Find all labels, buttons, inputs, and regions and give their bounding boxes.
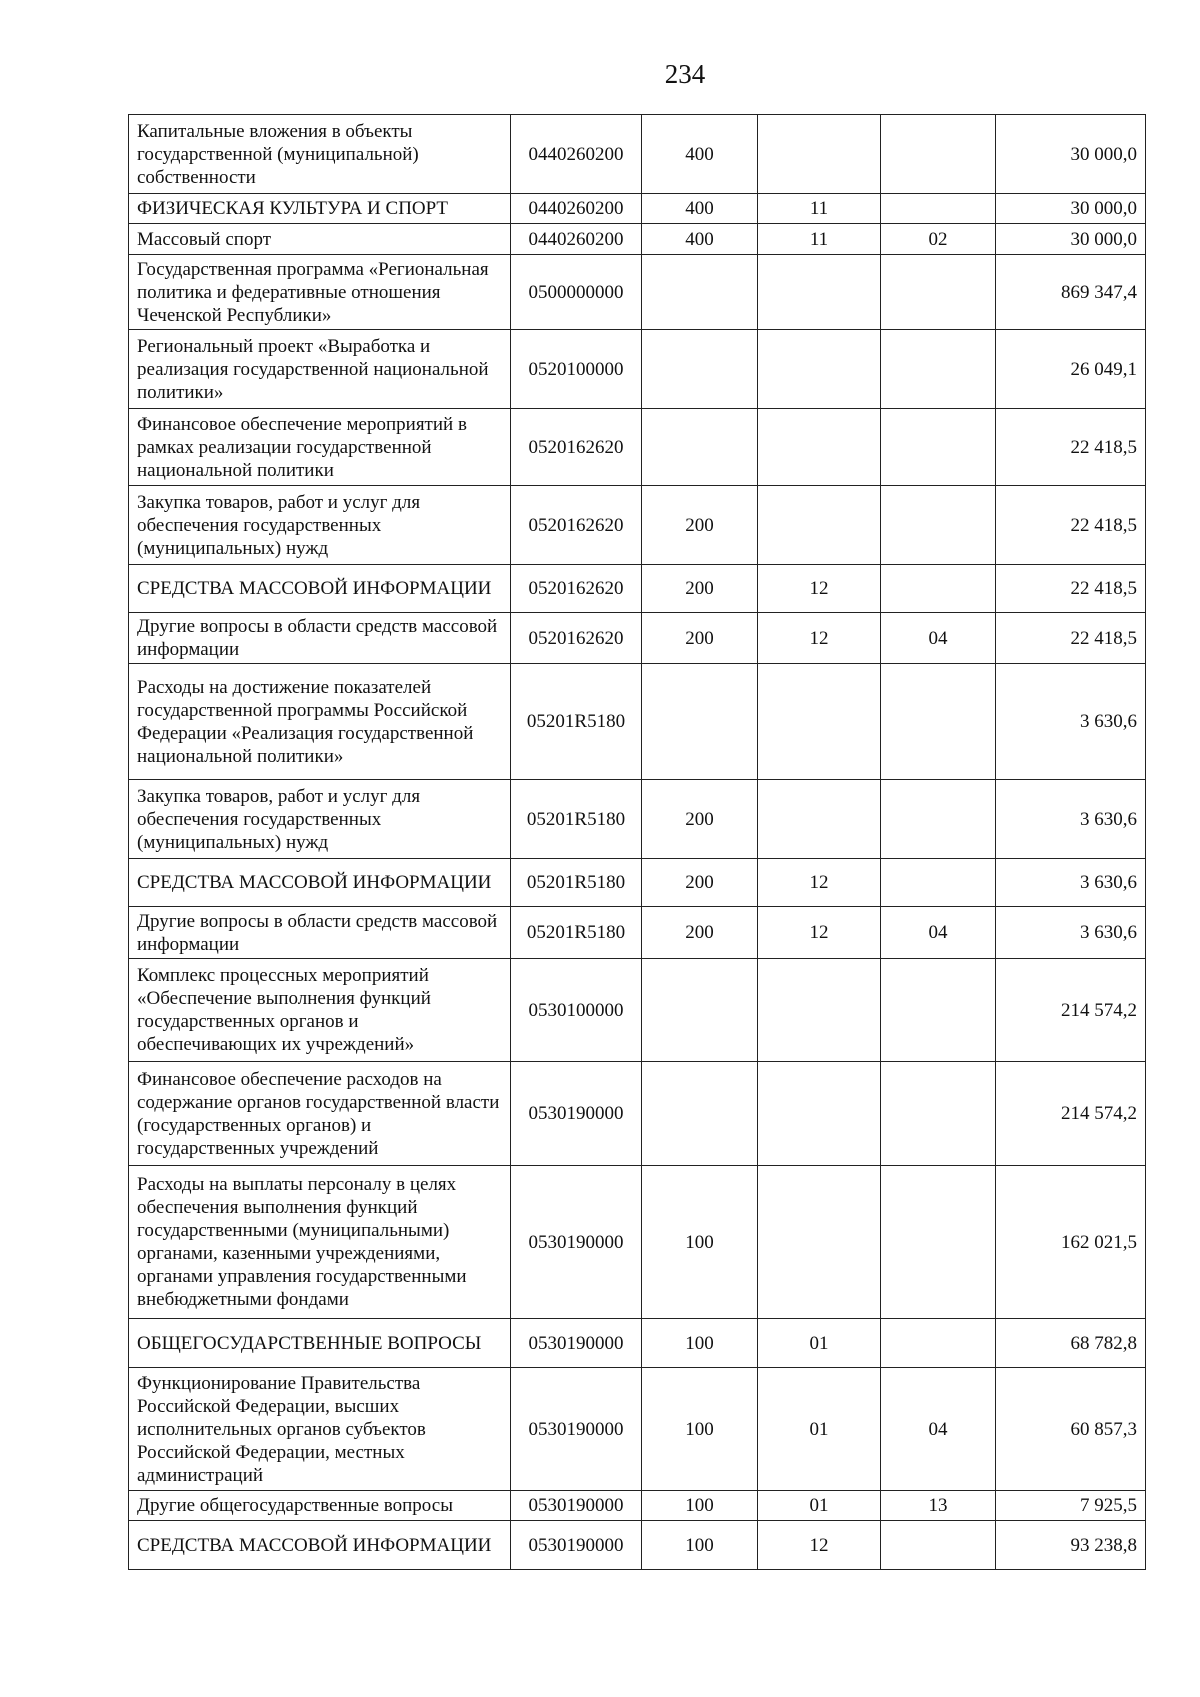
row-amount-cell: 7 925,5 [996,1491,1146,1521]
row-code-cell: 0530190000 [511,1319,642,1368]
row-expense-type-cell [642,1062,758,1166]
row-expense-type-cell: 200 [642,859,758,907]
row-name-cell: Финансовое обеспечение расходов на содержание органов государственной власти (государственных органов) и государственных учреждений [129,1062,511,1166]
row-expense-type-cell: 200 [642,613,758,664]
table-row [129,255,1146,330]
row-subsection-cell [881,780,996,859]
row-subsection-cell: 04 [881,1368,996,1491]
row-section-cell: 01 [758,1491,881,1521]
table-row [129,780,1146,859]
row-name-cell: СРЕДСТВА МАССОВОЙ ИНФОРМАЦИИ [129,565,511,613]
row-amount-cell: 162 021,5 [996,1166,1146,1319]
row-amount-cell: 68 782,8 [996,1319,1146,1368]
row-expense-type-cell: 200 [642,486,758,565]
row-code-cell: 05201R5180 [511,780,642,859]
row-section-cell [758,255,881,330]
row-amount-cell: 26 049,1 [996,330,1146,409]
row-subsection-cell [881,409,996,486]
table-row [129,859,1146,907]
row-subsection-cell [881,565,996,613]
row-section-cell [758,664,881,780]
row-expense-type-cell: 200 [642,565,758,613]
table-row [129,959,1146,1062]
row-section-cell: 12 [758,907,881,959]
row-code-cell: 0520100000 [511,330,642,409]
row-subsection-cell [881,664,996,780]
row-amount-cell: 214 574,2 [996,959,1146,1062]
row-name-cell: Закупка товаров, работ и услуг для обеспечения государственных (муниципальных) нужд [129,780,511,859]
row-amount-cell: 3 630,6 [996,859,1146,907]
row-name-cell: Расходы на достижение показателей государственной программы Российской Федерации «Реализация государственной национальной политики» [129,664,511,780]
row-expense-type-cell [642,959,758,1062]
row-code-cell: 0440260200 [511,194,642,224]
row-name-cell: Функционирование Правительства Российской Федерации, высших исполнительных органов субъектов Российской Федерации, местных администраций [129,1368,511,1491]
budget-table [128,114,1146,1570]
row-name-cell: ОБЩЕГОСУДАРСТВЕННЫЕ ВОПРОСЫ [129,1319,511,1368]
row-code-cell: 05201R5180 [511,907,642,959]
row-subsection-cell [881,1319,996,1368]
row-expense-type-cell: 100 [642,1319,758,1368]
row-amount-cell: 22 418,5 [996,565,1146,613]
row-subsection-cell: 04 [881,907,996,959]
row-expense-type-cell: 200 [642,780,758,859]
table-row [129,1062,1146,1166]
row-name-cell: СРЕДСТВА МАССОВОЙ ИНФОРМАЦИИ [129,1521,511,1570]
table-row [129,409,1146,486]
table-row [129,1319,1146,1368]
row-subsection-cell: 04 [881,613,996,664]
row-name-cell: Другие вопросы в области средств массовой информации [129,907,511,959]
row-code-cell: 0440260200 [511,224,642,255]
row-code-cell: 0530190000 [511,1062,642,1166]
row-name-cell: Расходы на выплаты персоналу в целях обеспечения выполнения функций государственными (муниципальными) органами, казенными учреждениями, органами управления государственными внебюджетными фондами [129,1166,511,1319]
row-amount-cell: 22 418,5 [996,613,1146,664]
row-amount-cell: 93 238,8 [996,1521,1146,1570]
row-amount-cell: 3 630,6 [996,664,1146,780]
row-section-cell [758,959,881,1062]
row-section-cell: 12 [758,1521,881,1570]
row-name-cell: Региональный проект «Выработка и реализация государственной национальной политики» [129,330,511,409]
row-code-cell: 05201R5180 [511,664,642,780]
row-name-cell: Закупка товаров, работ и услуг для обеспечения государственных (муниципальных) нужд [129,486,511,565]
row-name-cell: Комплекс процессных мероприятий «Обеспечение выполнения функций государственных органов и обеспечивающих их учреждений» [129,959,511,1062]
row-code-cell: 0530190000 [511,1368,642,1491]
row-expense-type-cell [642,409,758,486]
row-section-cell: 12 [758,859,881,907]
row-amount-cell: 30 000,0 [996,115,1146,194]
table-row [129,664,1146,780]
row-section-cell: 01 [758,1368,881,1491]
table-row [129,613,1146,664]
table-row [129,1166,1146,1319]
row-name-cell: Финансовое обеспечение мероприятий в рамках реализации государственной национальной политики [129,409,511,486]
row-expense-type-cell: 100 [642,1166,758,1319]
row-expense-type-cell [642,255,758,330]
row-code-cell: 0520162620 [511,486,642,565]
row-subsection-cell [881,486,996,565]
row-expense-type-cell: 100 [642,1368,758,1491]
table-row [129,194,1146,224]
row-code-cell: 05201R5180 [511,859,642,907]
row-code-cell: 0520162620 [511,565,642,613]
row-section-cell [758,1062,881,1166]
row-subsection-cell [881,1062,996,1166]
row-section-cell: 11 [758,224,881,255]
row-name-cell: Капитальные вложения в объекты государственной (муниципальной) собственности [129,115,511,194]
row-subsection-cell [881,959,996,1062]
table-row [129,330,1146,409]
row-subsection-cell [881,1521,996,1570]
row-amount-cell: 869 347,4 [996,255,1146,330]
row-code-cell: 0530190000 [511,1166,642,1319]
row-section-cell [758,115,881,194]
row-name-cell: Массовый спорт [129,224,511,255]
row-section-cell [758,486,881,565]
table-row [129,1491,1146,1521]
row-name-cell: Другие общегосударственные вопросы [129,1491,511,1521]
row-subsection-cell: 13 [881,1491,996,1521]
row-amount-cell: 3 630,6 [996,907,1146,959]
row-amount-cell: 30 000,0 [996,224,1146,255]
row-expense-type-cell: 200 [642,907,758,959]
row-code-cell: 0530100000 [511,959,642,1062]
row-name-cell: СРЕДСТВА МАССОВОЙ ИНФОРМАЦИИ [129,859,511,907]
row-expense-type-cell [642,664,758,780]
row-name-cell: Другие вопросы в области средств массовой информации [129,613,511,664]
table-row [129,565,1146,613]
row-section-cell: 11 [758,194,881,224]
row-amount-cell: 30 000,0 [996,194,1146,224]
row-name-cell: ФИЗИЧЕСКАЯ КУЛЬТУРА И СПОРТ [129,194,511,224]
row-subsection-cell [881,330,996,409]
row-code-cell: 0530190000 [511,1521,642,1570]
table-row [129,1521,1146,1570]
row-section-cell [758,330,881,409]
budget-table-body [129,115,1146,1570]
row-section-cell [758,780,881,859]
row-expense-type-cell: 400 [642,224,758,255]
table-row [129,224,1146,255]
row-subsection-cell [881,115,996,194]
row-expense-type-cell: 400 [642,115,758,194]
row-section-cell [758,1166,881,1319]
row-subsection-cell [881,255,996,330]
row-amount-cell: 214 574,2 [996,1062,1146,1166]
page-number: 234 [664,59,706,89]
row-expense-type-cell [642,330,758,409]
row-expense-type-cell: 100 [642,1491,758,1521]
row-code-cell: 0440260200 [511,115,642,194]
row-expense-type-cell: 400 [642,194,758,224]
table-row [129,907,1146,959]
row-section-cell: 01 [758,1319,881,1368]
row-section-cell: 12 [758,565,881,613]
row-expense-type-cell: 100 [642,1521,758,1570]
row-amount-cell: 22 418,5 [996,486,1146,565]
row-amount-cell: 3 630,6 [996,780,1146,859]
row-subsection-cell [881,1166,996,1319]
row-section-cell [758,409,881,486]
row-code-cell: 0530190000 [511,1491,642,1521]
row-name-cell: Государственная программа «Региональная политика и федеративные отношения Чеченской Республики» [129,255,511,330]
table-row [129,1368,1146,1491]
row-subsection-cell [881,859,996,907]
row-subsection-cell [881,194,996,224]
row-code-cell: 0520162620 [511,409,642,486]
row-amount-cell: 60 857,3 [996,1368,1146,1491]
table-row [129,115,1146,194]
row-code-cell: 0520162620 [511,613,642,664]
row-code-cell: 0500000000 [511,255,642,330]
row-section-cell: 12 [758,613,881,664]
row-subsection-cell: 02 [881,224,996,255]
row-amount-cell: 22 418,5 [996,409,1146,486]
table-row [129,486,1146,565]
